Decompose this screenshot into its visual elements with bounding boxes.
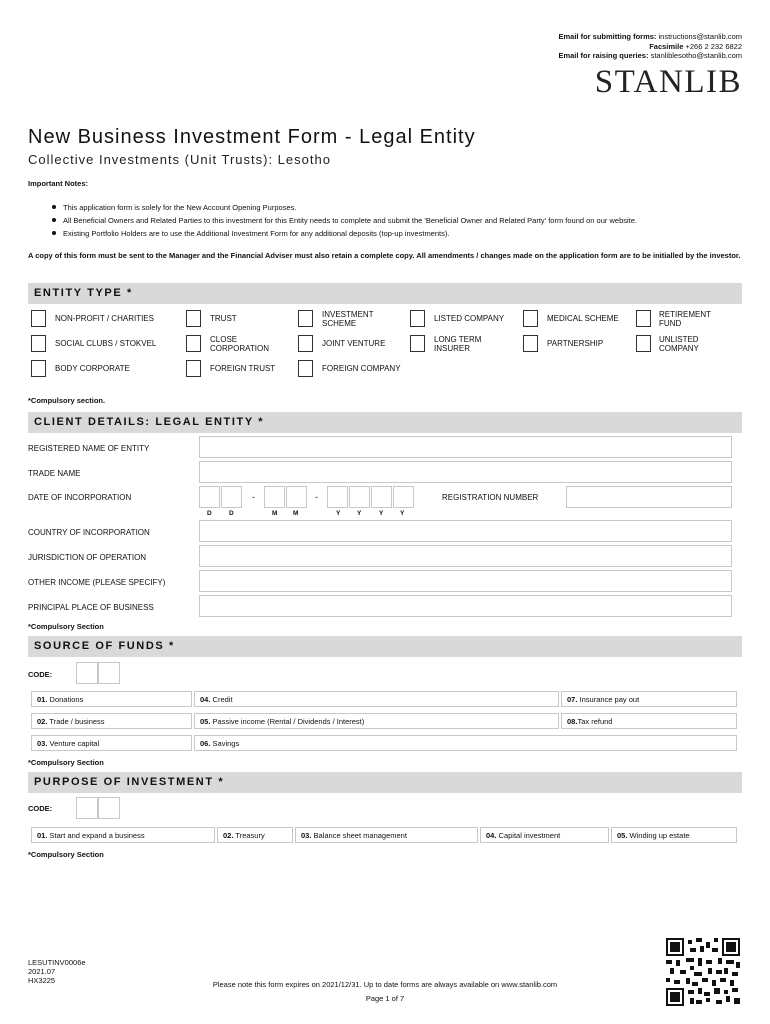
checkbox-listed-company[interactable] [410, 310, 425, 327]
date-year-4[interactable] [393, 486, 414, 508]
label-social-clubs: SOCIAL CLUBS / STOKVEL [55, 339, 157, 348]
registered-name-input[interactable] [199, 436, 732, 458]
source-option: 02. Trade / business [31, 713, 192, 729]
label-medical-scheme: MEDICAL SCHEME [547, 314, 619, 323]
purpose-option: 01. Start and expand a business [31, 827, 215, 843]
date-year-1[interactable] [327, 486, 348, 508]
date-of-incorporation-label: DATE OF INCORPORATION [28, 493, 132, 502]
page-title: New Business Investment Form - Legal Entity [28, 126, 476, 148]
notes-heading: Important Notes: [28, 179, 88, 188]
client-details-heading: CLIENT DETAILS: LEGAL ENTITY * [28, 412, 742, 433]
source-option: 03. Venture capital [31, 735, 192, 751]
submit-email-label: Email for submitting forms: [558, 32, 657, 41]
checkbox-unlisted-company[interactable] [636, 335, 651, 352]
date-letter-d: D [207, 510, 212, 517]
purpose-option: 05. Winding up estate [611, 827, 737, 843]
date-day-1[interactable] [199, 486, 220, 508]
date-letter-y: Y [379, 510, 384, 517]
checkbox-retirement-fund[interactable] [636, 310, 651, 327]
purpose-code-label: CODE: [28, 804, 53, 813]
entity-type-note: *Compulsory section. [28, 396, 106, 405]
doc-ref: HX3225 [28, 976, 56, 985]
label-close-corporation: CLOSE CORPORATION [210, 335, 269, 353]
note-item: Existing Portfolio Holders are to use the Additional Investment Form for any additional deposits (top-up investments). [52, 227, 637, 240]
label-partnership: PARTNERSHIP [547, 339, 604, 348]
label-foreign-company: FOREIGN COMPANY [322, 364, 401, 373]
label-unlisted-company: UNLISTED COMPANY [659, 335, 699, 353]
checkbox-social-clubs[interactable] [31, 335, 46, 352]
label-listed-company: LISTED COMPANY [434, 314, 505, 323]
source-of-funds-heading: SOURCE OF FUNDS * [28, 636, 742, 657]
doc-date: 2021.07 [28, 967, 56, 976]
queries-email[interactable]: stanliblesotho@stanlib.com [650, 51, 742, 60]
trade-name-label: TRADE NAME [28, 469, 81, 478]
client-details-note: *Compulsory Section [28, 622, 104, 631]
checkbox-investment-scheme[interactable] [298, 310, 313, 327]
fax-label: Facsimile [649, 41, 684, 51]
checkbox-body-corporate[interactable] [31, 360, 46, 377]
registration-number-label: REGISTRATION NUMBER [442, 493, 539, 502]
label-investment-scheme: INVESTMENT SCHEME [322, 310, 374, 328]
entity-type-heading: ENTITY TYPE * [28, 283, 742, 304]
checkbox-medical-scheme[interactable] [523, 310, 538, 327]
checkbox-non-profit[interactable] [31, 310, 46, 327]
date-letter-y: Y [336, 510, 341, 517]
purpose-code-cell-1[interactable] [76, 797, 98, 819]
purpose-code-cell-2[interactable] [98, 797, 120, 819]
registered-name-label: REGISTERED NAME OF ENTITY [28, 444, 150, 453]
date-year-3[interactable] [371, 486, 392, 508]
source-option: 04. Credit [194, 691, 559, 707]
date-separator: - [315, 492, 318, 502]
checkbox-foreign-trust[interactable] [186, 360, 201, 377]
expiry-notice: Please note this form expires on 2021/12/31. Up to date forms are always available on www.stanlib.com [212, 980, 558, 989]
source-option: 01. Donations [31, 691, 192, 707]
queries-email-label: Email for raising queries: [558, 51, 649, 60]
source-option: 05. Passive income (Rental / Dividends / Interest) [194, 713, 559, 729]
source-code-cell-1[interactable] [76, 662, 98, 684]
source-option: 07. Insurance pay out [561, 691, 737, 707]
label-retirement-fund: RETIREMENT FUND [659, 310, 711, 328]
principal-place-label: PRINCIPAL PLACE OF BUSINESS [28, 603, 154, 612]
other-income-label: OTHER INCOME (PLEASE SPECIFY) [28, 578, 166, 587]
note-item: All Beneficial Owners and Related Parties to this investment for this Entity needs to complete and submit the 'Beneficial Owner and Related Party' form found on our website. [52, 214, 637, 227]
purpose-option: 04. Capital investment [480, 827, 609, 843]
page-number: Page 1 of 7 [365, 994, 405, 1003]
date-letter-y: Y [357, 510, 362, 517]
contact-block [558, 32, 742, 61]
country-label: COUNTRY OF INCORPORATION [28, 528, 150, 537]
qr-code-icon [666, 938, 740, 1006]
purpose-option: 02. Treasury [217, 827, 293, 843]
doc-code: LESUTINV0006e [28, 958, 86, 967]
date-month-1[interactable] [264, 486, 285, 508]
label-body-corporate: BODY CORPORATE [55, 364, 130, 373]
label-foreign-trust: FOREIGN TRUST [210, 364, 276, 373]
purpose-note: *Compulsory Section [28, 850, 104, 859]
page-subtitle: Collective Investments (Unit Trusts): Lesotho [28, 152, 331, 167]
date-day-2[interactable] [221, 486, 242, 508]
principal-place-input[interactable] [199, 595, 732, 617]
submit-email[interactable]: instructions@stanlib.com [658, 32, 742, 41]
notes-list [52, 201, 637, 240]
source-of-funds-note: *Compulsory Section [28, 758, 104, 767]
purpose-option: 03. Balance sheet management [295, 827, 478, 843]
checkbox-partnership[interactable] [523, 335, 538, 352]
fax-number: +266 2 232 6822 [685, 41, 742, 51]
date-year-2[interactable] [349, 486, 370, 508]
label-long-term-insurer: LONG TERM INSURER [434, 335, 482, 353]
label-joint-venture: JOINT VENTURE [322, 339, 386, 348]
checkbox-close-corporation[interactable] [186, 335, 201, 352]
checkbox-long-term-insurer[interactable] [410, 335, 425, 352]
source-option: 08.Tax refund [561, 713, 737, 729]
label-non-profit: NON-PROFIT / CHARITIES [55, 314, 154, 323]
source-code-cell-2[interactable] [98, 662, 120, 684]
date-letter-m: M [272, 510, 278, 517]
country-input[interactable] [199, 520, 732, 542]
note-item: This application form is solely for the New Account Opening Purposes. [52, 201, 637, 214]
other-income-input[interactable] [199, 570, 732, 592]
copy-note: A copy of this form must be sent to the Manager and the Financial Adviser must also retain a complete copy. All amendments / changes made on the application form are to be initialled by the investor. [28, 251, 741, 260]
source-option: 06. Savings [194, 735, 737, 751]
label-trust: TRUST [210, 314, 237, 323]
jurisdiction-input[interactable] [199, 545, 732, 567]
checkbox-joint-venture[interactable] [298, 335, 313, 352]
date-month-2[interactable] [286, 486, 307, 508]
trade-name-input[interactable] [199, 461, 732, 483]
registration-number-input[interactable] [566, 486, 732, 508]
checkbox-foreign-company[interactable] [298, 360, 313, 377]
date-letter-m: M [293, 510, 299, 517]
date-letter-d: D [229, 510, 234, 517]
source-code-label: CODE: [28, 670, 53, 679]
checkbox-trust[interactable] [186, 310, 201, 327]
purpose-heading: PURPOSE OF INVESTMENT * [28, 772, 742, 793]
stanlib-logo: STANLIB [594, 64, 742, 100]
date-letter-y: Y [400, 510, 405, 517]
jurisdiction-label: JURISDICTION OF OPERATION [28, 553, 147, 562]
date-separator: - [252, 492, 255, 502]
